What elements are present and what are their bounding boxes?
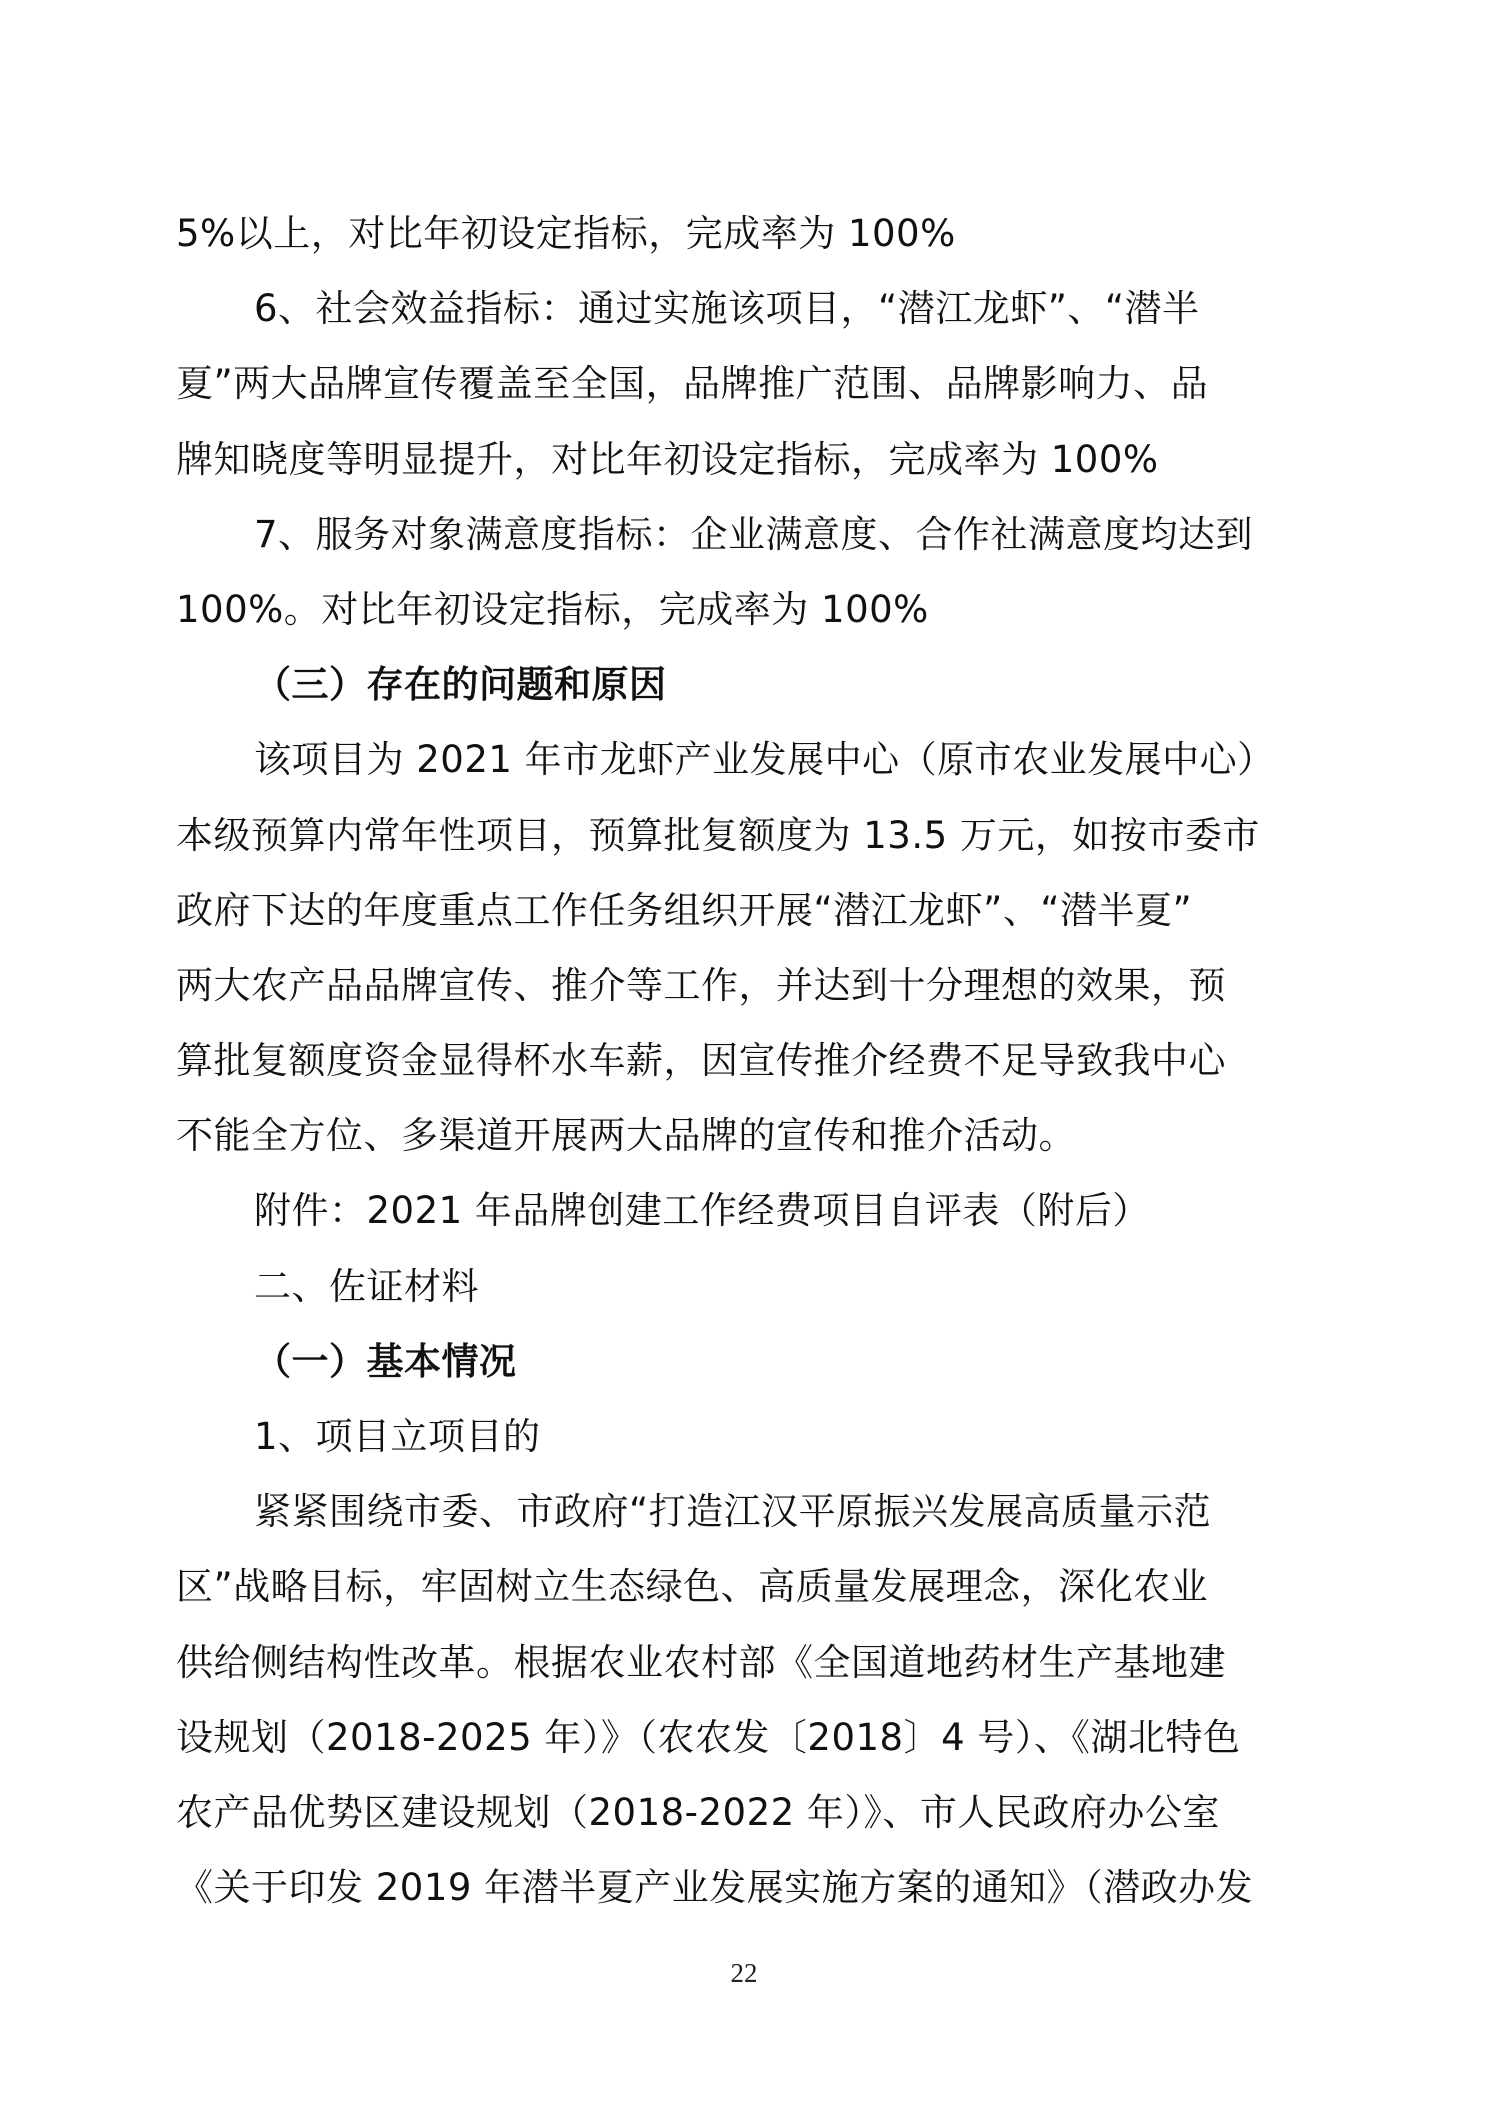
subsection-title: 1、项目立项目的 [254,1415,541,1458]
text-line: 两大农产品品牌宣传、推介等工作，并达到十分理想的效果，预 [176,963,1226,1007]
text-line: 区”战略目标，牢固树立生态绿色、高质量发展理念，深化农业 [176,1565,1209,1609]
text-line: 7、服务对象满意度指标：企业满意度、合作社满意度均达到 [254,512,1254,556]
section-heading: （三）存在的问题和原因 [254,663,667,707]
text-line: 紧紧围绕市委、市政府“打造江汉平原振兴发展高质量示范 [254,1490,1212,1534]
text-line: 不能全方位、多渠道开展两大品牌的宣传和推介活动。 [176,1114,1076,1158]
section-heading: （一）基本情况 [254,1339,517,1383]
text-line: 农产品优势区建设规划（2018-2022 年）》、市人民政府办公室 [176,1790,1220,1834]
text-line: 《关于印发 2019 年潜半夏产业发展实施方案的通知》（潜政办发 [176,1866,1254,1910]
text-line: 算批复额度资金显得杯水车薪，因宣传推介经费不足导致我中心 [176,1039,1226,1083]
attachment-line: 附件：2021 年品牌创建工作经费项目自评表（附后） [254,1189,1150,1233]
text-line: 100%。对比年初设定指标，完成率为 100% [176,587,929,631]
text-line: 牌知晓度等明显提升，对比年初设定指标，完成率为 100% [176,437,1159,481]
page-number: 22 [730,1958,758,1988]
text-line: 政府下达的年度重点工作任务组织开展“潜江龙虾”、“潜半夏” [176,888,1193,932]
text-line: 本级预算内常年性项目，预算批复额度为 13.5 万元，如按市委市 [176,813,1260,857]
section-title: 二、佐证材料 [254,1264,479,1308]
text-line: 该项目为 2021 年市龙虾产业发展中心（原市农业发展中心） [254,738,1275,782]
body-text [176,196,1314,1925]
text-line: 设规划（2018-2025 年）》（农农发〔2018〕4 号）、《湖北特色 [176,1715,1241,1759]
text-line: 6、社会效益指标：通过实施该项目，“潜江龙虾”、“潜半 [254,287,1200,331]
text-line: 5%以上，对比年初设定指标，完成率为 100% [176,212,956,255]
text-line: 供给侧结构性改革。根据农业农村部《全国道地药材生产基地建 [176,1640,1226,1684]
text-line: 夏”两大品牌宣传覆盖至全国，品牌推广范围、品牌影响力、品 [176,362,1209,406]
